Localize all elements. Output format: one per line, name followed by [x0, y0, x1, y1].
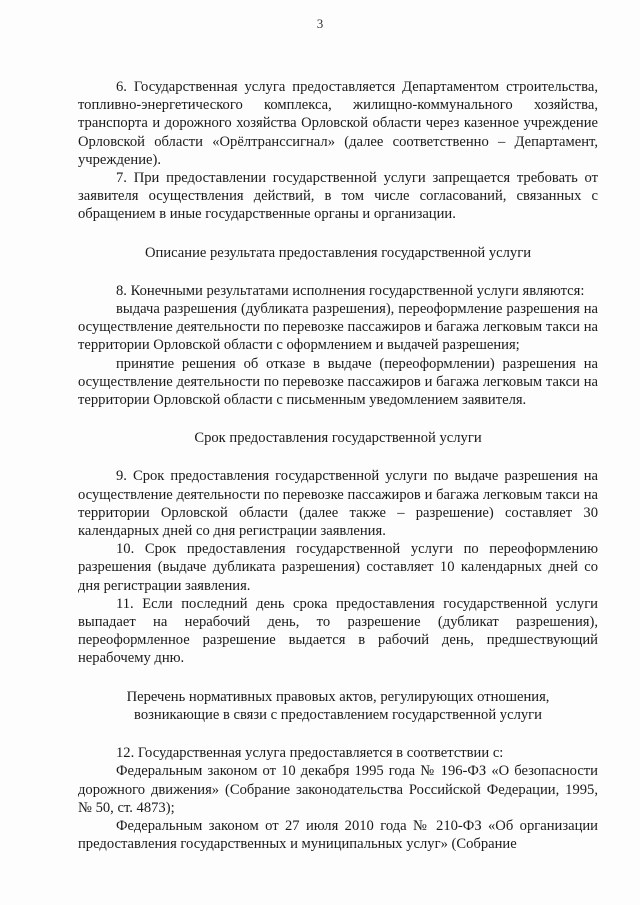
paragraph-11: 11. Если последний день срока предоставления государственной услуги выпадает на нерабочий день, то разрешение (дубликат разрешения), переоформленное разрешение выдается в рабочий день, предшествующий нерабочему дню. — [78, 595, 598, 667]
paragraph-8: 8. Конечными результатами исполнения государственной услуги являются: — [116, 282, 585, 299]
document-body — [78, 78, 598, 853]
paragraph-8-item-1: выдача разрешения (дубликата разрешения), переоформление разрешения на осуществление деятельности по перевозке пассажиров и багажа легковым такси на территории Орловской области с оформлением и выдачей разрешения; — [78, 301, 598, 354]
section-heading-term: Срок предоставления государственной услуги — [194, 430, 482, 447]
paragraph-10: 10. Срок предоставления государственной услуги по переоформлению разрешения (выдаче дубликата разрешения) составляет 10 календарных дней со дня регистрации заявления. — [78, 541, 598, 594]
paragraph-8-item-2: принятие решения об отказе в выдаче (переоформлении) разрешения на осуществление деятельности по перевозке пассажиров и багажа легковым такси на территории Орловской области с письменным уведомлением заявителя. — [78, 355, 598, 409]
paragraph-7: 7. При предоставлении государственной услуги запрещается требовать от заявителя осуществления действий, в том числе согласований, связанных с обращением в иные государственные органы и организации. — [78, 170, 598, 223]
paragraph-9: 9. Срок предоставления государственной услуги по выдаче разрешения на осуществление деятельности по перевозке пассажиров и багажа легковым такси на территории Орловской области (далее также – разрешение) составляет 30 календарных дней со дня регистрации заявления. — [78, 468, 598, 540]
paragraph-6: 6. Государственная услуга предоставляется Департаментом строительства, топливно-энергетического комплекса, жилищно-коммунального хозяйства, транспорта и дорожного хозяйства Орловской области через казенное учреждение Орловской области «Орёлтранссигнал» (далее соответственно – Департамент, учреждение). — [78, 79, 598, 168]
page-number: 3 — [316, 16, 324, 31]
section-heading-legal-acts-line-2: возникающие в связи с предоставлением государственной услуги — [134, 706, 542, 723]
paragraph-12-item-2: Федеральным законом от 27 июля 2010 года № 210-ФЗ «Об организации предоставления государственных и муниципальных услуг» (Собрание — [78, 817, 598, 853]
section-heading-legal-acts-line-1: Перечень нормативных правовых актов, регулирующих отношения, — [126, 688, 550, 705]
paragraph-12: 12. Государственная услуга предоставляется в соответствии с: — [116, 745, 504, 762]
section-heading-result: Описание результата предоставления государственной услуги — [144, 244, 532, 261]
paragraph-12-item-1: Федеральным законом от 10 декабря 1995 года № 196-ФЗ «О безопасности дорожного движения» (Собрание законодательства Российской Федерации, 1995, № 50, ст. 4873); — [78, 763, 598, 816]
section-heading-legal-acts — [78, 688, 598, 724]
